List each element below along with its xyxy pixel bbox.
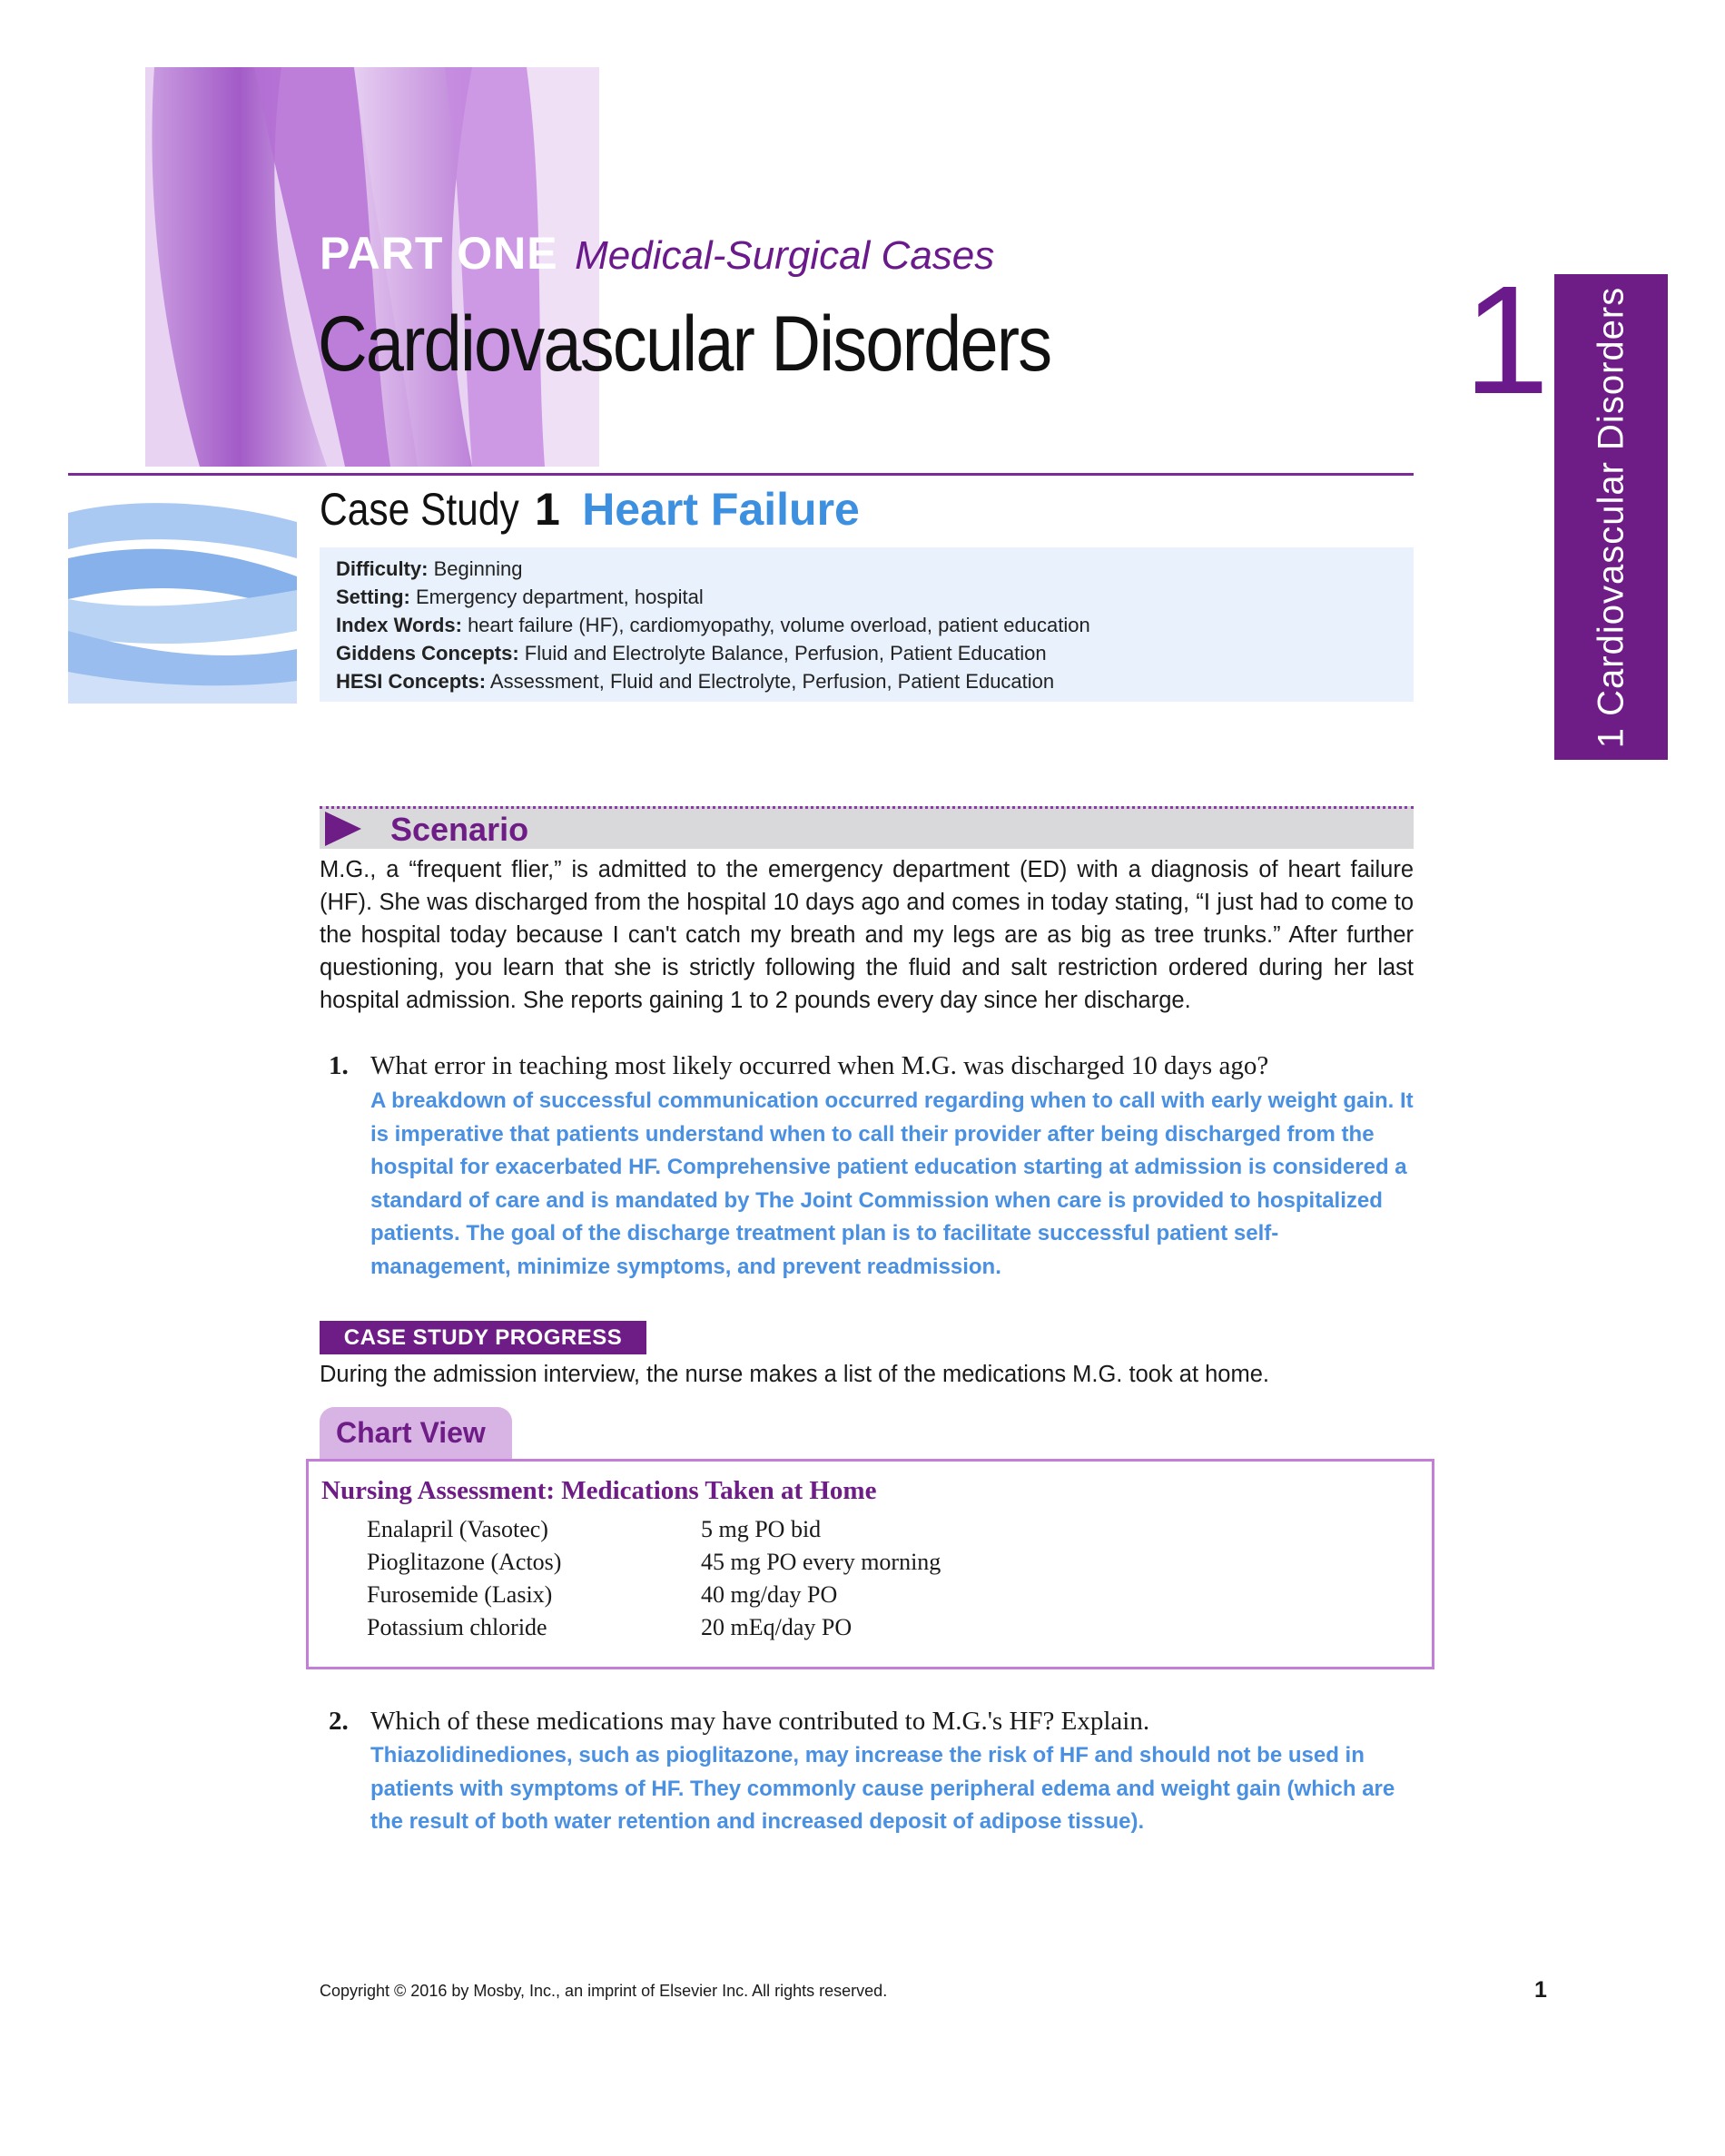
chart-view-label: Chart View — [336, 1416, 486, 1449]
medication-row: Enalapril (Vasotec) 5 mg PO bid — [367, 1516, 822, 1542]
case-study-title: Heart Failure — [582, 484, 860, 535]
scenario-header-bar — [320, 806, 1414, 849]
page-number: 1 — [1534, 1977, 1547, 2003]
part-label: PART ONE — [320, 228, 558, 279]
answer-2-text: Thiazolidinediones, such as pioglitazone, may increase the risk of HF and should not be used in patients with symptoms of HF. They commonly cause peripheral edema and weight gain (which are the result of both water retention and increased deposit of adipose tissue). — [370, 1743, 1395, 1834]
meta-row-index-words: Index Words: heart failure (HF), cardiomyopathy, volume overload, patient education — [336, 614, 1090, 636]
case-study-progress-badge: CASE STUDY PROGRESS — [320, 1321, 646, 1354]
part-subtitle: Medical-Surgical Cases — [575, 233, 995, 278]
question-2-number: 2. — [329, 1707, 349, 1736]
scenario-text: M.G., a “frequent flier,” is admitted to the emergency department (ED) with a diagnosis of heart failure (HF). She was discharged from the hospital 10 days ago and comes in today stating, “I just had to come to the hospital today because I can't catch my breath and my legs are as big as tree trunks.” After further questioning, you learn that she is strictly following the fluid and salt restriction ordered during her last hospital admission. She reports gaining 1 to 2 pounds every day since her discharge. — [320, 857, 1414, 1013]
chapter-title: Cardiovascular Disorders — [318, 300, 1051, 388]
case-study-label: Case Study — [320, 484, 519, 535]
medication-row: Potassium chloride 20 mEq/day PO — [367, 1614, 853, 1640]
answer-1-text: A breakdown of successful communication occurred regarding when to call with early weight gain. It is imperative that patients understand when to call their provider after being discharged from the hospital for exacerbated HF. Comprehensive patient education starting at admission is considered a standard of care and is mandated by The Joint Commission when care is provided to hospitalized patients. The goal of the discharge treatment plan is to facilitate successful patient self-management, minimize symptoms, and prevent readmission. — [370, 1088, 1414, 1279]
wave-artwork — [68, 495, 297, 704]
meta-row-difficulty: Difficulty: Beginning — [336, 557, 523, 580]
chapter-number: 1 — [1464, 254, 1550, 427]
case-study-heading — [320, 483, 860, 536]
progress-text: During the admission interview, the nurse makes a list of the medications M.G. took at home. — [320, 1362, 1269, 1387]
chapter-side-tab — [1554, 274, 1668, 760]
chart-view-tab — [320, 1407, 512, 1460]
question-1-number: 1. — [329, 1051, 349, 1080]
medication-row: Pioglitazone (Actos) 45 mg PO every morning — [367, 1549, 941, 1575]
meta-row-setting: Setting: Emergency department, hospital — [336, 586, 704, 608]
triangle-right-icon — [325, 812, 361, 846]
meta-row-giddens-concepts: Giddens Concepts: Fluid and Electrolyte Balance, Perfusion, Patient Education — [336, 642, 1047, 665]
header-divider — [68, 473, 1414, 476]
case-study-number: 1 — [534, 484, 560, 535]
copyright-notice: Copyright © 2016 by Mosby, Inc., an imprint of Elsevier Inc. All rights reserved. — [320, 1982, 888, 2000]
case-metadata-box — [320, 547, 1414, 702]
medications-chart-box — [306, 1459, 1434, 1669]
scenario-title: Scenario — [390, 811, 529, 848]
question-2-text: Which of these medications may have contributed to M.G.'s HF? Explain. — [370, 1707, 1150, 1736]
side-tab-label: 1 Cardiovascular Disorders — [1591, 286, 1631, 748]
part-heading — [320, 227, 994, 280]
medication-row: Furosemide (Lasix) 40 mg/day PO — [367, 1581, 838, 1608]
meta-row-hesi-concepts: HESI Concepts: Assessment, Fluid and Electrolyte, Perfusion, Patient Education — [336, 670, 1055, 693]
question-1-text: What error in teaching most likely occurred when M.G. was discharged 10 days ago? — [370, 1051, 1269, 1080]
chart-title: Nursing Assessment: Medications Taken at Home — [321, 1476, 877, 1505]
